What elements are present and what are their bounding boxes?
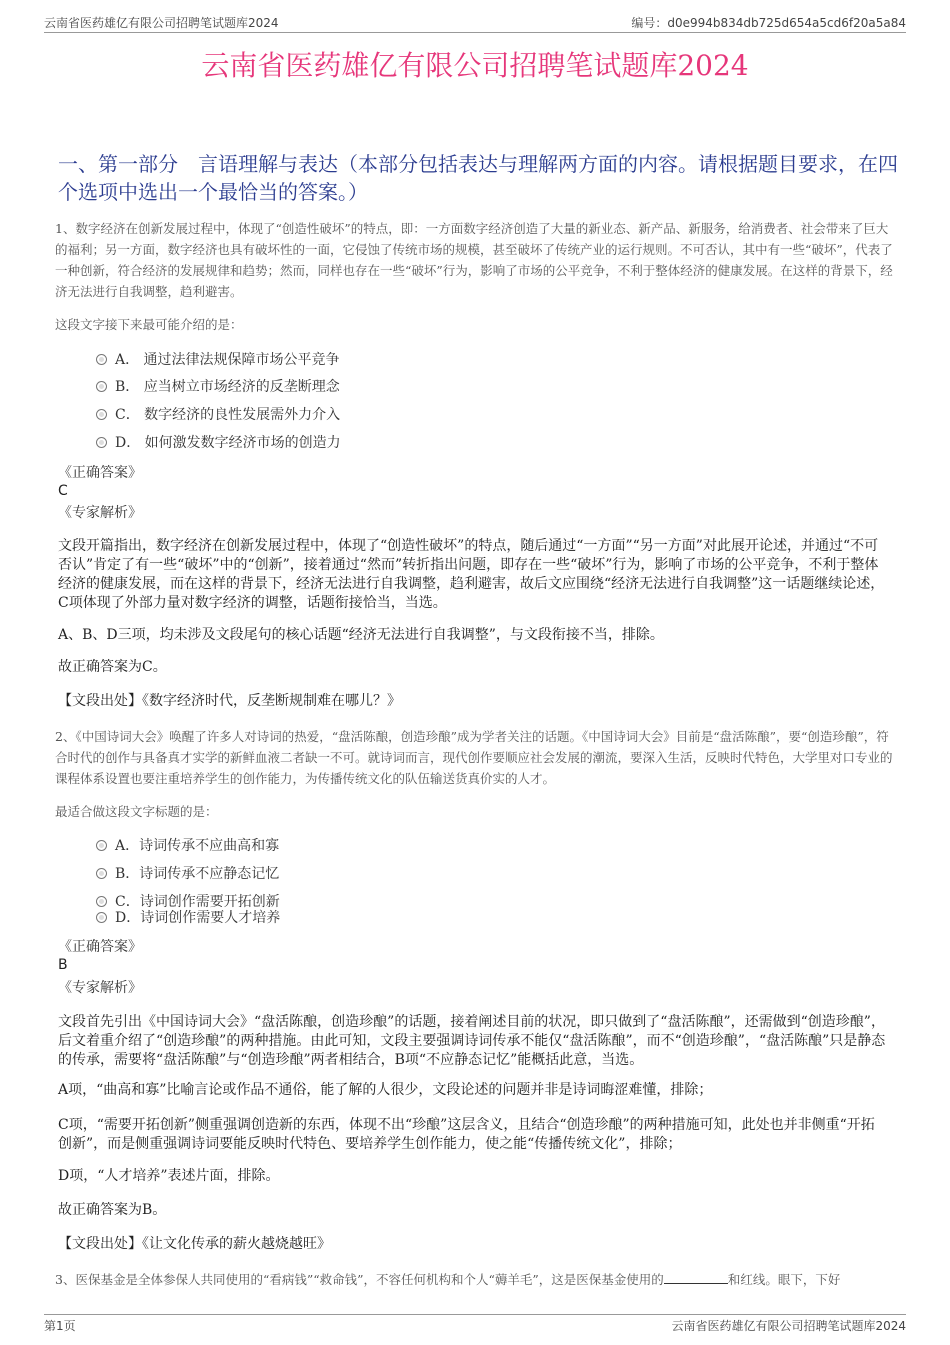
fill-blank [664,1283,728,1284]
q1-analysis-options: A、B、D三项，均未涉及文段尾句的核心话题“经济无法进行自我调整”，与文段衔接不当，排除。 [58,627,664,643]
footer-title: 云南省医药雄亿有限公司招聘笔试题库2024 [671,1319,906,1333]
q1-answer: C [58,483,68,499]
header-left: 云南省医药雄亿有限公司招聘笔试题库2024 [44,16,279,30]
radio-icon[interactable] [96,896,107,907]
q1-answer-label: 《正确答案》 [58,465,142,481]
page-footer [44,1314,906,1334]
q1-option-b[interactable]: B． 应当树立市场经济的反垄断理念 [96,377,340,397]
radio-icon[interactable] [96,409,107,420]
q2-conclusion: 故正确答案为B。 [58,1202,167,1218]
q1-option-c[interactable]: C． 数字经济的良性发展需外力介入 [96,405,340,425]
q1-stem: 1、数字经济在创新发展过程中，体现了“创造性破坏”的特点，即：一方面数字经济创造了大量的新业态、新产品、新服务，给消费者、社会带来了巨大的福利；另一方面，数字经济也具有破坏性的一面，它侵蚀了传统市场的规模，甚至破坏了传统产业的运行规则。不可否认，其中有一些“破坏”，代表了一种创新，符合经济的发展规律和趋势；然而，同样也存在一些“破坏”行为，影响了市场的公平竞争，不利于整体经济的健康发展。在这样的背景下，经济无法进行自我调整，趋利避害。 [55,221,893,299]
q1-analysis-text: 文段开篇指出，数字经济在创新发展过程中，体现了“创造性破坏”的特点，随后通过“一方面”“另一方面”对此展开论述，并通过“不可否认”肯定了有一些“破坏”中的“创新”，接着通过“然而”转折指出问题，即存在一些“破坏”行为，影响了市场的公平竞争，不利于整体经济的健康发展，而在这样的背景下，经济无法进行自我调整，趋利避害，故后文应围绕“经济无法进行自我调整”这一话题继续论述，C项体现了外部力量对数字经济的调整，话题衔接恰当，当选。 [58,538,885,611]
q1-prompt: 这段文字接下来最可能介绍的是： [55,317,243,332]
section-heading: 一、第一部分 言语理解与表达（本部分包括表达与理解两方面的内容。请根据题目要求，在四个选项中选出一个最恰当的答案。） [58,152,898,204]
q1-option-a[interactable]: A． 通过法律法规保障市场公平竞争 [96,350,340,370]
q3-stem: 3、医保基金是全体参保人共同使用的“看病钱”“救命钱”，不容任何机构和个人“薅羊毛”，这是医保基金使用的 和红线。眼下，下好 [55,1272,841,1287]
header-doc-id: 编号：d0e994b834db725d654a5cd6f20a5a84 [631,16,906,30]
radio-icon[interactable] [96,437,107,448]
q2-prompt: 最适合做这段文字标题的是： [55,804,218,819]
radio-icon[interactable] [96,912,107,923]
q2-option-d[interactable]: D．诗词创作需要人才培养 [96,908,280,928]
q2-source: 【文段出处】《让文化传承的薪火越烧越旺》 [58,1236,331,1252]
page-title: 云南省医药雄亿有限公司招聘笔试题库2024 [201,49,749,82]
q2-analysis-d: D项，“人才培养”表述片面，排除。 [58,1168,280,1184]
q1-source: 【文段出处】《数字经济时代，反垄断规制难在哪儿？》 [58,693,401,709]
q2-option-c[interactable]: C．诗词创作需要开拓创新 [96,892,280,912]
q2-analysis-c: C项，“需要开拓创新”侧重强调创造新的东西，体现不出“珍酿”这层含义，且结合“创造珍酿”的两种措施可知，此处也并非侧重“开拓创新”，而是侧重强调诗词要能反映时代特色、要培养学生创作能力，使之能“传播传统文化”，排除； [58,1117,875,1152]
q2-analysis-a: A项，“曲高和寡”比喻言论或作品不通俗，能了解的人很少，文段论述的问题并非是诗词晦涩难懂，排除； [58,1082,713,1098]
radio-icon[interactable] [96,381,107,392]
radio-icon[interactable] [96,840,107,851]
q1-analysis-label: 《专家解析》 [58,505,142,521]
page-header [44,14,906,33]
q2-stem: 2、《中国诗词大会》唤醒了许多人对诗词的热爱，“盘活陈酿，创造珍酿”成为学者关注的话题。《中国诗词大会》目前是“盘活陈酿”，要“创造珍酿”，符合时代的创作与具备真才实学的新鲜血液二者缺一不可。就诗词而言，现代创作要顺应社会发展的潮流，要深入生活，反映时代特色，大学里对口专业的课程体系设置也要注重培养学生的创作能力，为传播传统文化的队伍输送货真价实的人才。 [55,729,893,786]
page-number: 第1页 [44,1319,76,1333]
q1-conclusion: 故正确答案为C。 [58,659,167,675]
q2-analysis-label: 《专家解析》 [58,980,142,996]
q2-answer: B [58,957,68,973]
q2-option-b[interactable]: B．诗词传承不应静态记忆 [96,864,279,884]
q1-option-d[interactable]: D． 如何激发数字经济市场的创造力 [96,433,341,453]
q2-analysis-text: 文段首先引出《中国诗词大会》“盘活陈酿，创造珍酿”的话题，接着阐述目前的状况，即只做到了“盘活陈酿”，还需做到“创造珍酿”，后文着重介绍了“创造珍酿”的两种措施。由此可知，文段主要强调诗词传承不能仅“盘活陈酿”，而不“创造珍酿”，“盘活陈酿”只是静态的传承，需要将“盘活陈酿”与“创造珍酿”两者相结合，B项“不应静态记忆”能概括此意，当选。 [58,1014,886,1068]
radio-icon[interactable] [96,354,107,365]
radio-icon[interactable] [96,868,107,879]
q2-option-a[interactable]: A．诗词传承不应曲高和寡 [96,836,279,856]
q2-answer-label: 《正确答案》 [58,939,142,955]
